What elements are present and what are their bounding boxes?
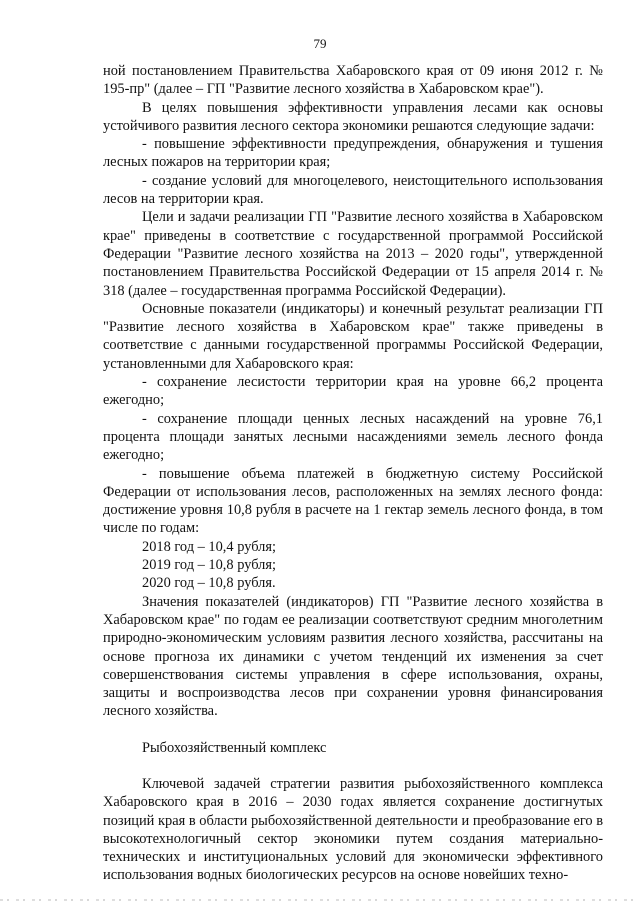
year-value-2019: 2019 год – 10,8 рубля; xyxy=(142,557,276,574)
list-item-valuable-stands: - сохранение площади ценных лесных насаждений на уровне 76,1 процента площади занятых лесными насаждениями земель лесного фонда ежегодно; xyxy=(103,410,603,464)
section-heading: Рыбохозяйственный комплекс xyxy=(142,739,327,756)
section-spacer xyxy=(103,721,603,739)
paragraph-goals-intro: В целях повышения эффективности управления лесами как основы устойчивого развития лесного сектора экономики решаются следующие задачи: xyxy=(103,99,603,134)
paragraph-goals-alignment: Цели и задачи реализации ГП "Развитие лесного хозяйства в Хабаровском крае" приведены в соответствие с государственной программой Российской Федерации "Развитие лесного хозяйства на 2013 – 2020 годы", утвержденной постановлением Правительства Российской Федерации от 15 апреля 2014 г. № 318 (далее – государственная программа Российской Федерации). xyxy=(103,209,603,299)
document-body xyxy=(103,62,603,885)
year-value-2018: 2018 год – 10,4 рубля; xyxy=(142,538,276,555)
scan-artifact-line xyxy=(0,899,640,901)
paragraph-continuation: ной постановлением Правительства Хабаровского края от 09 июня 2012 г. № 195-пр" (далее – ГП "Развитие лесного хозяйства в Хабаровском крае"). xyxy=(103,63,603,98)
paragraph-indicators: Основные показатели (индикаторы) и конечный результат реализации ГП "Развитие лесного хозяйства в Хабаровском крае" также приведены в соответствие с данными государственной программы Российской Федерации, установленными для Хабаровского края: xyxy=(103,300,603,372)
section-spacer xyxy=(103,757,603,775)
list-item-fire-prevention: - повышение эффективности предупреждения, обнаружения и тушения лесных пожаров на территории края; xyxy=(103,136,603,171)
list-item-budget-payments: - повышение объема платежей в бюджетную систему Российской Федерации от использования лесов, расположенных на землях лесного фонда: достижение уровня 10,8 рубля в расчете на 1 гектар земель лесного фонда, в том числе по годам: xyxy=(103,465,603,537)
page-number: 79 xyxy=(313,36,327,51)
list-item-forest-use: - создание условий для многоцелевого, неистощительного использования лесов на территории края. xyxy=(103,172,603,208)
paragraph-indicator-values: Значения показателей (индикаторов) ГП "Развитие лесного хозяйства в Хабаровском крае" по годам ее реализации соответствуют средним многолетним природно-экономическим условиям развития лесного хозяйства, рассчитаны на основе прогноза их динамики с учетом тенденций их изменения за счет совершенствования системы управления в сфере использования, охраны, защиты и воспроизводства лесов при сохранении уровня финансирования лесного хозяйства. xyxy=(103,593,603,720)
year-value-2020: 2020 год – 10,8 рубля. xyxy=(142,575,276,592)
list-item-forest-cover: - сохранение лесистости территории края на уровне 66,2 процента ежегодно; xyxy=(103,374,603,409)
paragraph-fishery-strategy: Ключевой задачей стратегии развития рыбохозяйственного комплекса Хабаровского края в 2016 – 2030 годах является сохранение достигнутых позиций края в области рыбохозяйственной деятельности и преобразование его в высокотехнологичный сектор экономики путем создания материально-технических и институциональных условий для экономически эффективного использования водных биологических ресурсов на основе новейших техно- xyxy=(103,775,603,884)
